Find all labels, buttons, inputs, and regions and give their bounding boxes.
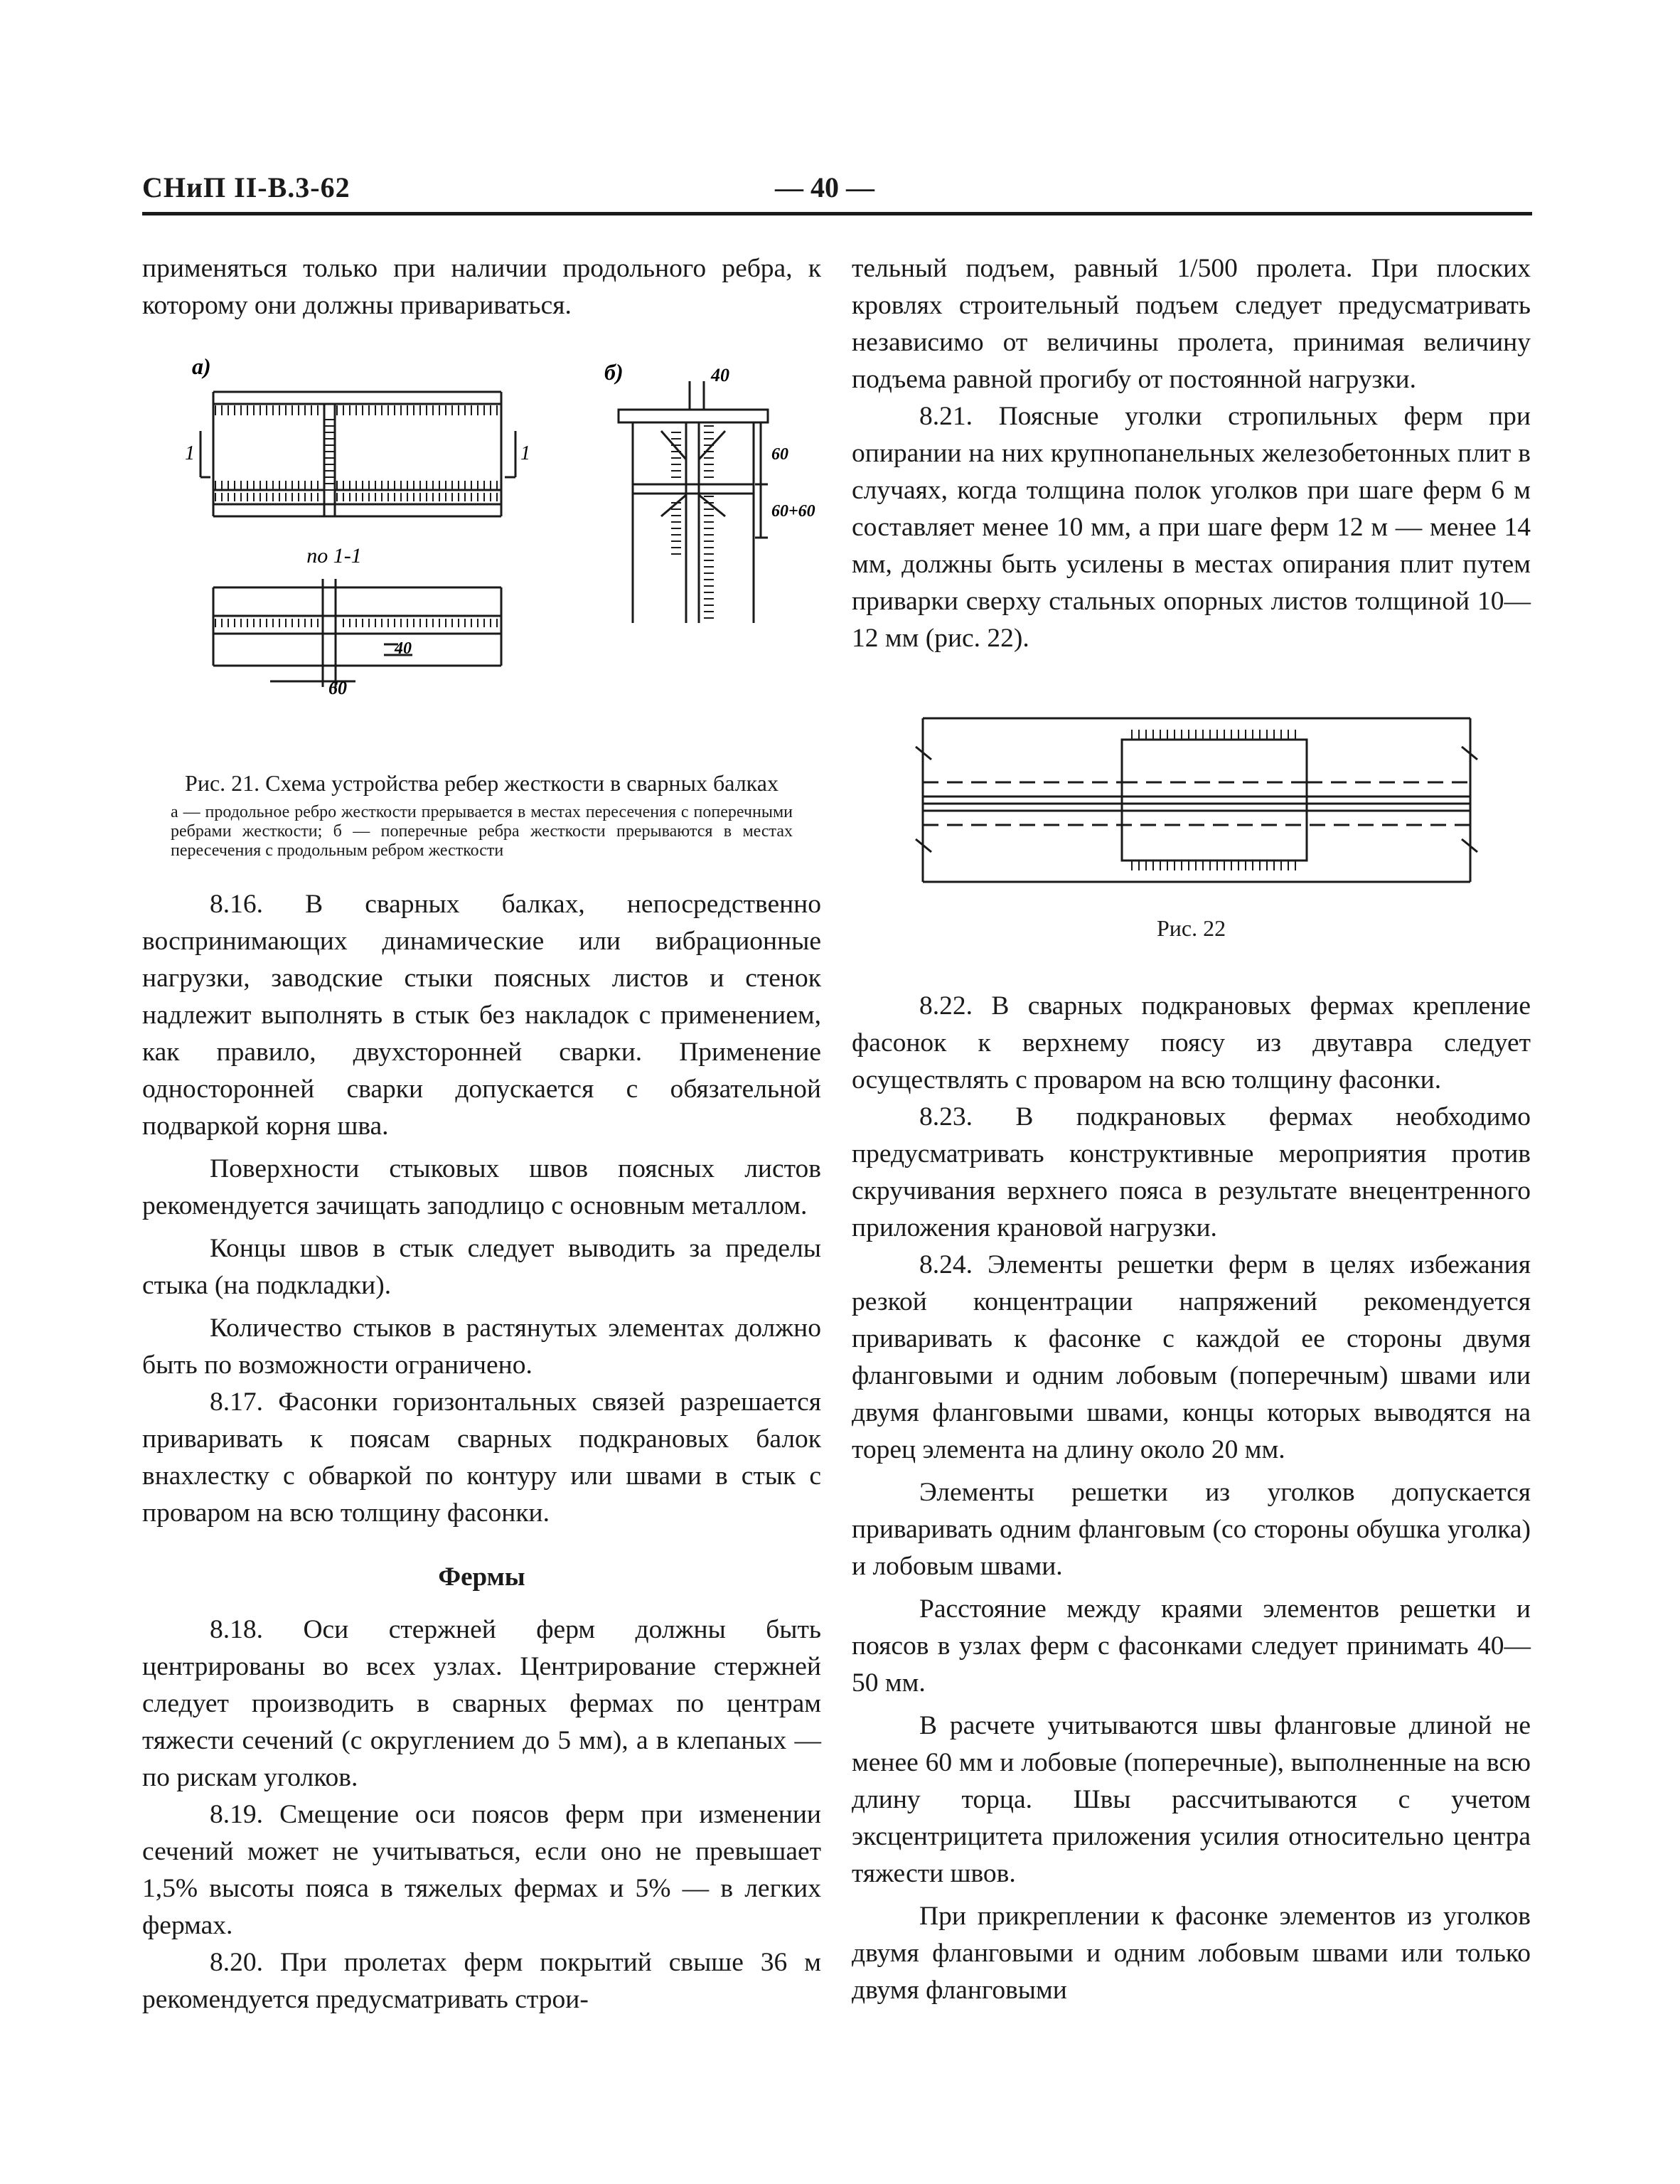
fig21b-section <box>619 381 768 623</box>
left-column <box>142 250 821 2018</box>
paragraph-8-16-c: Концы швов в стык следует выводить за пределы стыка (на подкладки). <box>142 1234 821 1300</box>
fig21a-mark-right: 1 <box>520 442 530 464</box>
paragraph-8-22: 8.22. В сварных подкрановых фермах крепление фасонок к верхнему поясу из двутавра следует осуществлять с проваром на всю толщину фасонки. <box>852 991 1531 1094</box>
figure-22 <box>852 690 1531 942</box>
paragraph-8-17: 8.17. Фасонки горизонтальных связей разрешается приваривать к поясам сварных подкрановых балок внахлестку с обваркой по контуру или швами в стык с проваром на всю толщину фасонки. <box>142 1387 821 1528</box>
figure-22-caption: Рис. 22 <box>1156 915 1226 941</box>
paragraph-8-18: 8.18. Оси стержней ферм должны быть центрированы во всех узлах. Центрирование стержней следует производить в сварных фермах по центрам тяжести сечений (с округлением до 5 мм), а в клепаных — по рискам уголков. <box>142 1615 821 1792</box>
document-code: СНиП II-В.3-62 <box>142 171 351 203</box>
fig21a-mark-left: 1 <box>185 442 195 464</box>
fig21-label-a: а) <box>192 353 211 379</box>
right-column <box>852 250 1531 2009</box>
fig21b-dim-60: 60 <box>771 445 788 464</box>
paragraph-8-23: 8.23. В подкрановых фермах необходимо предусматривать конструктивные мероприятия против скручивания верхнего пояса в результате внецентренного приложения крановой нагрузки. <box>852 1102 1531 1242</box>
paragraph-8-24-c: Расстояние между краями элементов решетки и поясов в узлах ферм с фасонками следует принимать 40—50 мм. <box>852 1594 1531 1698</box>
paragraph-8-16: 8.16. В сварных балках, непосредственно воспринимающих динамические или вибрационные нагрузки, заводские стыки поясных листов и стенок надлежит выполнять в стык без накладок с применением, как правило, двухсторонней сварки. Применение односторонней сварки допускается с обязательной подваркой корня шва. <box>142 890 821 1141</box>
fig21a-dim-40: 40 <box>395 639 412 658</box>
header-divider <box>142 212 1532 215</box>
figure-22-drawing <box>852 690 1531 896</box>
figure-21-drawing <box>142 353 821 751</box>
figure-21 <box>142 353 821 861</box>
paragraph-8-21: 8.21. Поясные уголки стропильных ферм при опирании на них крупнопанельных железобетонных плит в случаях, когда толщина полок уголков при шаге ферм 6 м составляет менее 10 мм, а при шаге ферм 12 м — менее 14 мм, должны быть усилены в местах опирания плит путем приварки сверху стальных опорных листов толщиной 10—12 мм (рис. 22). <box>852 402 1531 653</box>
paragraph-8-24-b: Элементы решетки из уголков допускается приваривать одним фланговым (со стороны обушка уголка) и лобовым швами. <box>852 1478 1531 1581</box>
fig21a-elevation <box>200 392 515 516</box>
paragraph-8-19: 8.19. Смещение оси поясов ферм при изменении сечений может не учитываться, если оно не превышает 1,5% высоты пояса в тяжелых фермах и 5% — в легких фермах. <box>142 1800 821 1940</box>
paragraph-8-16-b: Поверхности стыковых швов поясных листов рекомендуется зачищать заподлицо с основным металлом. <box>142 1154 821 1220</box>
section-title: Фермы <box>438 1562 525 1592</box>
paragraph-8-16-d: Количество стыков в растянутых элементах должно быть по возможности ограничено. <box>142 1314 821 1380</box>
paragraph-intro: применяться только при наличии продольного ребра, к которому они должны привариваться. <box>142 254 821 320</box>
paragraph-8-20-cont: тельный подъем, равный 1/500 пролета. При плоских кровлях строительный подъем следует предусматривать независимо от величины пролета, принимая величину подъема равной прогибу от постоянной нагрузки. <box>852 254 1531 394</box>
page-number: — 40 — <box>775 171 874 203</box>
fig21b-dim-40: 40 <box>711 365 729 385</box>
figure-21-legend: а — продольное ребро жесткости прерывается в местах пересечения с поперечными ребрами жесткости; б — поперечные ребра жесткости прерываются в местах пересечения с продольным ребром жесткости <box>171 803 793 860</box>
fig21-label-b: б) <box>604 359 624 385</box>
fig21a-dim-60: 60 <box>328 678 347 698</box>
fig21b-dim-60-60: 60+60 <box>771 502 815 521</box>
fig21a-section <box>213 579 501 687</box>
paragraph-8-20: 8.20. При пролетах ферм покрытий свыше 36 м рекомендуется предусматривать строи- <box>142 1948 821 2014</box>
figure-21-caption: Рис. 21. Схема устройства ребер жесткости в сварных балках <box>185 770 779 796</box>
paragraph-8-24-e: При прикреплении к фасонке элементов из уголков двумя фланговыми и одним лобовым швами или только двумя фланговыми <box>852 1902 1531 2005</box>
paragraph-8-24: 8.24. Элементы решетки ферм в целях избежания резкой концентрации напряжений рекомендуется приваривать к фасонке с каждой ее стороны двумя фланговыми и одним лобовым (поперечным) швами или двумя фланговыми швами, концы которых выводятся на торец элемента на длину около 20 мм. <box>852 1250 1531 1464</box>
fig21-section-label: по 1-1 <box>306 544 362 568</box>
paragraph-8-24-d: В расчете учитываются швы фланговые длиной не менее 60 мм и лобовые (поперечные), выполненные на всю длину торца. Швы рассчитываются с учетом эксцентрицитета приложения усилия относительно центра тяжести швов. <box>852 1711 1531 1888</box>
